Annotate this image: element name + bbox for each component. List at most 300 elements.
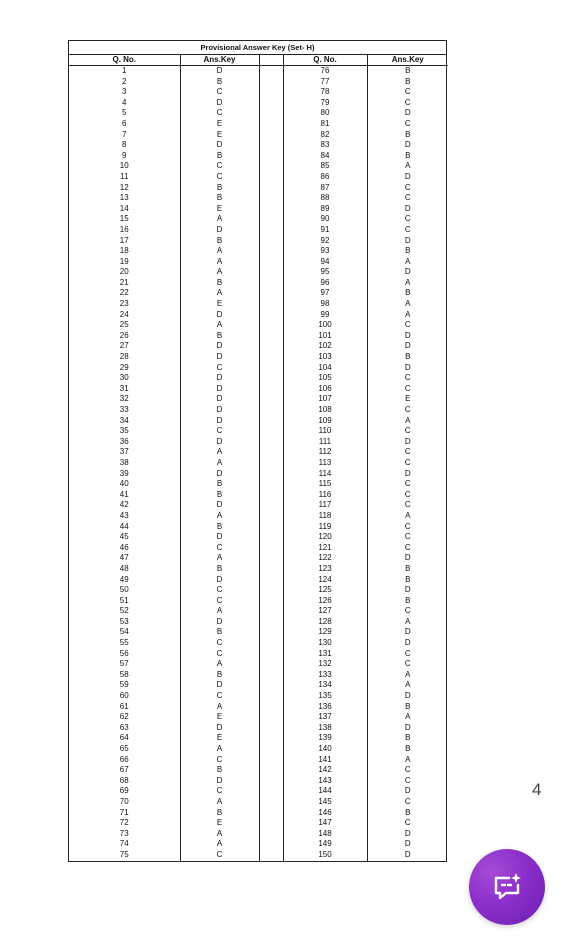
answer-key-right: B [367,564,448,575]
question-number-left: 36 [69,437,180,448]
question-number-right: 84 [283,151,367,162]
table-row [69,320,448,331]
question-number-right: 107 [283,394,367,405]
table-row [69,183,448,194]
answer-key-right: C [367,458,448,469]
question-number-right: 130 [283,638,367,649]
question-number-left: 21 [69,278,180,289]
answer-key-left: B [180,236,259,247]
question-number-right: 131 [283,649,367,660]
table-row [69,98,448,109]
table-row [69,744,448,755]
table-row [69,776,448,787]
answer-key-right: A [367,161,448,172]
answer-key-right: D [367,172,448,183]
question-number-right: 147 [283,818,367,829]
table-row [69,278,448,289]
answer-key-left: A [180,511,259,522]
answer-key-left: A [180,458,259,469]
table-row [69,511,448,522]
answer-key-right: C [367,776,448,787]
question-number-right: 104 [283,363,367,374]
table-row [69,161,448,172]
answer-key-left: C [180,87,259,98]
table-row [69,733,448,744]
answer-key-left: A [180,553,259,564]
spacer-cell [259,553,283,564]
answer-key-left: C [180,691,259,702]
answer-key-left: A [180,246,259,257]
answer-key-right: D [367,585,448,596]
question-number-left: 23 [69,299,180,310]
answer-key-right: A [367,278,448,289]
question-number-left: 34 [69,416,180,427]
answer-key-right: D [367,691,448,702]
answer-key-left: D [180,723,259,734]
answer-key-right: B [367,66,448,77]
spacer-cell [259,532,283,543]
question-number-left: 53 [69,617,180,628]
answer-key-left: A [180,447,259,458]
table-row [69,659,448,670]
answer-key-right: D [367,850,448,861]
answer-key-left: B [180,627,259,638]
question-number-right: 88 [283,193,367,204]
spacer-cell [259,490,283,501]
spacer-cell [259,140,283,151]
answer-key-right: B [367,744,448,755]
table-row [69,670,448,681]
answer-key-left: D [180,384,259,395]
answer-key-right: A [367,416,448,427]
question-number-left: 75 [69,850,180,861]
table-row [69,299,448,310]
answer-key-left: D [180,416,259,427]
answer-key-right: B [367,575,448,586]
table-row [69,119,448,130]
answer-key-left: B [180,479,259,490]
table-row [69,723,448,734]
question-number-right: 123 [283,564,367,575]
question-number-left: 16 [69,225,180,236]
table-row [69,850,448,861]
spacer-cell [259,204,283,215]
table-row [69,691,448,702]
spacer-cell [259,744,283,755]
answer-key-left: B [180,331,259,342]
table-row [69,829,448,840]
question-number-right: 93 [283,246,367,257]
spacer-cell [259,267,283,278]
question-number-left: 59 [69,680,180,691]
table-row [69,87,448,98]
answer-key-left: B [180,193,259,204]
answer-key-left: E [180,119,259,130]
answer-key-right: D [367,331,448,342]
answer-key-right: A [367,670,448,681]
answer-key-right: A [367,712,448,723]
spacer-column-header [259,55,283,66]
question-number-right: 112 [283,447,367,458]
question-number-left: 71 [69,808,180,819]
answer-key-left: D [180,310,259,321]
question-number-right: 106 [283,384,367,395]
header-q-no-left: Q. No. [69,55,180,66]
table-row [69,225,448,236]
spacer-cell [259,225,283,236]
table-row [69,617,448,628]
question-number-right: 102 [283,341,367,352]
answer-key-left: D [180,776,259,787]
question-number-right: 128 [283,617,367,628]
question-number-right: 103 [283,352,367,363]
answer-key-right: D [367,839,448,850]
question-number-left: 45 [69,532,180,543]
answer-key-right: D [367,638,448,649]
question-number-right: 110 [283,426,367,437]
answer-key-right: B [367,702,448,713]
answer-key-left: C [180,585,259,596]
spacer-cell [259,786,283,797]
table-row [69,553,448,564]
question-number-right: 115 [283,479,367,490]
spacer-cell [259,458,283,469]
spacer-cell [259,299,283,310]
table-row [69,331,448,342]
question-number-left: 6 [69,119,180,130]
answer-key-right: B [367,77,448,88]
answer-key-right: B [367,808,448,819]
spacer-cell [259,161,283,172]
table-row [69,416,448,427]
spacer-cell [259,77,283,88]
question-number-right: 111 [283,437,367,448]
table-row [69,490,448,501]
answer-key-left: B [180,490,259,501]
answer-key-left: D [180,394,259,405]
table-row [69,522,448,533]
answer-key-left: A [180,702,259,713]
answer-key-right: D [367,204,448,215]
question-number-left: 48 [69,564,180,575]
spacer-cell [259,575,283,586]
question-number-right: 146 [283,808,367,819]
question-number-right: 126 [283,596,367,607]
question-number-right: 120 [283,532,367,543]
answer-key-right: D [367,341,448,352]
table-row [69,596,448,607]
question-number-right: 83 [283,140,367,151]
question-number-left: 56 [69,649,180,660]
question-number-left: 26 [69,331,180,342]
table-row [69,702,448,713]
question-number-left: 57 [69,659,180,670]
answer-key-left: B [180,670,259,681]
answer-key-right: B [367,352,448,363]
table-row [69,151,448,162]
table-row [69,130,448,141]
spacer-cell [259,543,283,554]
answer-key-right: C [367,225,448,236]
question-number-left: 54 [69,627,180,638]
spacer-cell [259,808,283,819]
question-number-right: 144 [283,786,367,797]
table-row [69,172,448,183]
question-number-right: 98 [283,299,367,310]
question-number-left: 61 [69,702,180,713]
answer-key-right: A [367,257,448,268]
answer-key-right: D [367,267,448,278]
answer-key-right: B [367,288,448,299]
table-row [69,363,448,374]
header-ans-key-right: Ans.Key [367,55,448,66]
header-q-no-right: Q. No. [283,55,367,66]
answer-key-left: B [180,564,259,575]
question-number-right: 78 [283,87,367,98]
question-number-right: 99 [283,310,367,321]
spacer-cell [259,829,283,840]
spacer-cell [259,373,283,384]
answer-key-left: B [180,151,259,162]
spacer-cell [259,193,283,204]
answer-key-left: D [180,575,259,586]
answer-key-right: C [367,405,448,416]
table-row [69,543,448,554]
spacer-cell [259,469,283,480]
answer-key-right: A [367,680,448,691]
spacer-cell [259,850,283,861]
question-number-right: 116 [283,490,367,501]
table-row [69,373,448,384]
answer-key-right: D [367,469,448,480]
question-number-right: 90 [283,214,367,225]
table-row [69,77,448,88]
table-row [69,405,448,416]
answer-key-left: B [180,278,259,289]
answer-key-right: C [367,765,448,776]
question-number-right: 132 [283,659,367,670]
answer-key-right: A [367,511,448,522]
answer-key-right: C [367,818,448,829]
table-row [69,606,448,617]
question-number-right: 150 [283,850,367,861]
spacer-cell [259,500,283,511]
answer-key-right: D [367,108,448,119]
spacer-cell [259,659,283,670]
table-row [69,394,448,405]
table-row [69,627,448,638]
table-row [69,236,448,247]
question-number-left: 60 [69,691,180,702]
answer-key-left: A [180,288,259,299]
question-number-left: 35 [69,426,180,437]
answer-key-left: D [180,617,259,628]
question-number-left: 14 [69,204,180,215]
answer-key-right: D [367,437,448,448]
answer-key-left: D [180,532,259,543]
answer-key-left: C [180,755,259,766]
answer-key-left: A [180,839,259,850]
answer-key-left: C [180,649,259,660]
question-number-right: 113 [283,458,367,469]
question-number-right: 87 [283,183,367,194]
answer-key-right: C [367,532,448,543]
spacer-cell [259,98,283,109]
answer-key-right: D [367,829,448,840]
spacer-cell [259,447,283,458]
question-number-left: 31 [69,384,180,395]
spacer-cell [259,214,283,225]
question-number-right: 89 [283,204,367,215]
question-number-right: 101 [283,331,367,342]
question-number-left: 40 [69,479,180,490]
answer-key-right: A [367,299,448,310]
answer-key-left: C [180,108,259,119]
spacer-cell [259,755,283,766]
question-number-left: 55 [69,638,180,649]
table-row [69,786,448,797]
question-number-right: 76 [283,66,367,77]
question-number-left: 4 [69,98,180,109]
table-row [69,352,448,363]
answer-key-right: C [367,98,448,109]
question-number-right: 95 [283,267,367,278]
sheet-title: Provisional Answer Key (Set- H) [69,41,446,55]
question-number-left: 62 [69,712,180,723]
spacer-cell [259,691,283,702]
answer-key-right: C [367,183,448,194]
question-number-left: 29 [69,363,180,374]
question-number-left: 9 [69,151,180,162]
table-row [69,341,448,352]
question-number-right: 119 [283,522,367,533]
header-ans-key-left: Ans.Key [180,55,259,66]
question-number-right: 142 [283,765,367,776]
answer-key-left: D [180,66,259,77]
answer-key-left: C [180,426,259,437]
question-number-left: 51 [69,596,180,607]
table-row [69,447,448,458]
answer-key-right: C [367,214,448,225]
answer-key-left: A [180,829,259,840]
answer-key-left: A [180,744,259,755]
spacer-cell [259,246,283,257]
spacer-cell [259,585,283,596]
answer-key-left: A [180,214,259,225]
question-number-right: 100 [283,320,367,331]
spacer-cell [259,87,283,98]
table-row [69,712,448,723]
answer-key-right: C [367,447,448,458]
spacer-cell [259,405,283,416]
answer-key-left: D [180,469,259,480]
spacer-cell [259,606,283,617]
question-number-left: 64 [69,733,180,744]
question-number-right: 105 [283,373,367,384]
answer-key-right: B [367,151,448,162]
question-number-right: 148 [283,829,367,840]
spacer-cell [259,416,283,427]
answer-key-right: A [367,310,448,321]
answer-key-right: C [367,522,448,533]
question-number-right: 145 [283,797,367,808]
spacer-cell [259,341,283,352]
question-number-left: 8 [69,140,180,151]
question-number-left: 39 [69,469,180,480]
question-number-left: 2 [69,77,180,88]
question-number-left: 18 [69,246,180,257]
spacer-cell [259,511,283,522]
table-row [69,140,448,151]
spacer-cell [259,119,283,130]
spacer-cell [259,108,283,119]
question-number-left: 46 [69,543,180,554]
spacer-cell [259,394,283,405]
question-number-right: 137 [283,712,367,723]
chat-assistant-button[interactable] [469,849,545,925]
table-row [69,108,448,119]
answer-key-left: B [180,765,259,776]
question-number-left: 22 [69,288,180,299]
question-number-right: 129 [283,627,367,638]
answer-key-table [69,55,448,861]
question-number-right: 86 [283,172,367,183]
answer-key-left: B [180,77,259,88]
table-row [69,257,448,268]
spacer-cell [259,797,283,808]
question-number-left: 65 [69,744,180,755]
answer-key-right: D [367,363,448,374]
question-number-left: 42 [69,500,180,511]
answer-key-left: D [180,373,259,384]
question-number-right: 125 [283,585,367,596]
spacer-cell [259,257,283,268]
table-row [69,797,448,808]
answer-key-right: C [367,426,448,437]
question-number-right: 109 [283,416,367,427]
spacer-cell [259,151,283,162]
answer-key-right: C [367,193,448,204]
spacer-cell [259,712,283,723]
spacer-cell [259,288,283,299]
table-row [69,479,448,490]
question-number-right: 91 [283,225,367,236]
table-row [69,469,448,480]
answer-key-left: C [180,596,259,607]
answer-key-right: A [367,755,448,766]
answer-key-left: C [180,850,259,861]
question-number-left: 44 [69,522,180,533]
answer-key-right: C [367,384,448,395]
question-number-right: 117 [283,500,367,511]
answer-key-left: E [180,204,259,215]
question-number-right: 82 [283,130,367,141]
answer-key-left: C [180,638,259,649]
spacer-cell [259,638,283,649]
answer-key-right: D [367,553,448,564]
question-number-right: 92 [283,236,367,247]
answer-key-left: A [180,257,259,268]
spacer-cell [259,320,283,331]
answer-key-right: C [367,500,448,511]
answer-key-right: B [367,246,448,257]
table-row [69,564,448,575]
spacer-cell [259,426,283,437]
table-row [69,310,448,321]
question-number-left: 63 [69,723,180,734]
answer-key-left: E [180,130,259,141]
answer-key-right: B [367,130,448,141]
